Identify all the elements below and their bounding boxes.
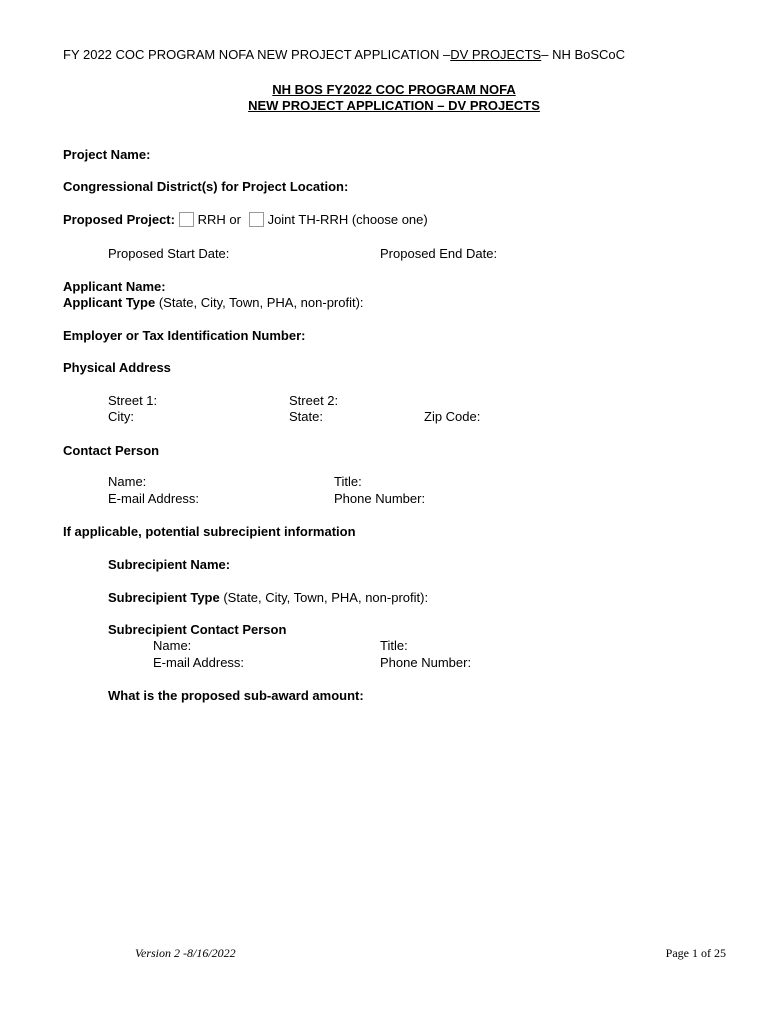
zip-code-label: Zip Code: (424, 409, 481, 424)
document-title-line2: NEW PROJECT APPLICATION – DV PROJECTS (248, 98, 540, 113)
state-label: State: (289, 409, 323, 424)
contact-title-label: Title: (334, 474, 362, 489)
proposed-project-row (63, 212, 428, 228)
rrh-checkbox[interactable] (179, 212, 194, 227)
applicant-name-label: Applicant Name: (63, 279, 166, 294)
subrecipient-type-label: Subrecipient Type (108, 590, 220, 605)
contact-person-heading: Contact Person (63, 443, 160, 458)
contact-name-label: Name: (108, 474, 147, 489)
project-name-label: Project Name: (63, 147, 151, 162)
rrh-option-label: RRH or (197, 212, 241, 227)
subrecipient-name-label: Subrecipient Name: (108, 557, 231, 572)
ein-label: Employer or Tax Identification Number: (63, 328, 306, 343)
proposed-project-label: Proposed Project: (63, 212, 175, 227)
congressional-district-label: Congressional District(s) for Project Location: (63, 179, 349, 194)
start-date-label: Proposed Start Date: (108, 246, 230, 261)
subrecipient-type-row (108, 590, 428, 606)
subrecipient-heading: If applicable, potential subrecipient information (63, 524, 356, 539)
contact-email-label: E-mail Address: (108, 491, 200, 506)
header-prefix: FY 2022 COC PROGRAM NOFA NEW PROJECT APPLICATION – (63, 47, 451, 62)
subrecipient-contact-email-label: E-mail Address: (153, 655, 245, 670)
end-date-label: Proposed End Date: (380, 246, 498, 261)
header-underlined: DV PROJECTS (450, 47, 542, 62)
applicant-type-hint: (State, City, Town, PHA, non-profit): (155, 295, 364, 310)
footer-version: Version 2 -8/16/2022 (135, 946, 236, 960)
street1-label: Street 1: (108, 393, 158, 408)
applicant-type-label: Applicant Type (63, 295, 156, 310)
subrecipient-contact-phone-label: Phone Number: (380, 655, 472, 670)
physical-address-heading: Physical Address (63, 360, 171, 375)
document-title-line1: NH BOS FY2022 COC PROGRAM NOFA (272, 82, 516, 97)
contact-phone-label: Phone Number: (334, 491, 426, 506)
street2-label: Street 2: (289, 393, 339, 408)
subrecipient-contact-heading: Subrecipient Contact Person (108, 622, 287, 637)
sub-award-amount-label: What is the proposed sub-award amount: (108, 688, 364, 703)
joint-th-rrh-option-label: Joint TH-RRH (choose one) (267, 212, 428, 227)
subrecipient-contact-title-label: Title: (380, 638, 408, 653)
subrecipient-type-hint: (State, City, Town, PHA, non-profit): (219, 590, 429, 605)
subrecipient-contact-name-label: Name: (153, 638, 192, 653)
running-header (63, 47, 625, 63)
joint-th-rrh-checkbox[interactable] (249, 212, 264, 227)
header-suffix: – NH BoSCoC (541, 47, 626, 62)
footer-page-number: Page 1 of 25 (665, 946, 726, 960)
city-label: City: (108, 409, 134, 424)
applicant-type-row (63, 295, 364, 311)
